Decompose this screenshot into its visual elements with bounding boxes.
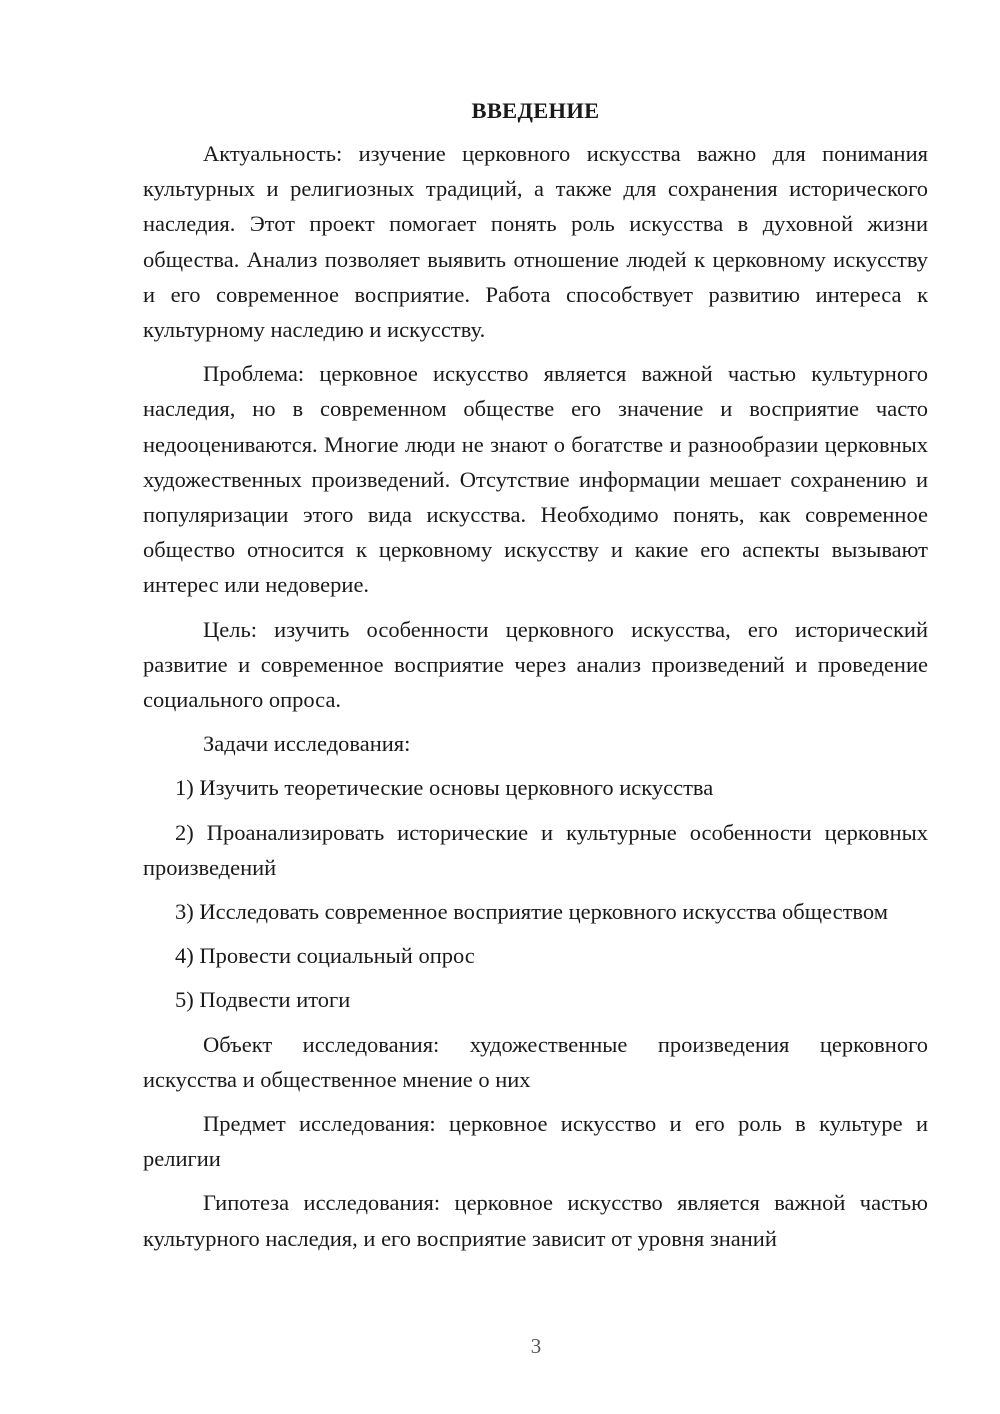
goal-paragraph: Цель: изучить особенности церковного искусства, его исторический развитие и современное восприятие через анализ произведений и проведение социального опроса. (143, 616, 928, 713)
hypothesis-paragraph: Гипотеза исследования: церковное искусство является важной частью культурного наследия, и его восприятие зависит от уровня знаний (143, 1190, 928, 1251)
document-page (143, 96, 928, 1265)
relevance-paragraph: Актуальность: изучение церковного искусства важно для понимания культурных и религиозных традиций, а также для сохранения исторического наследия. Этот проект помогает понять роль искусства в духовной жизни общества. Анализ позволяет выявить отношение людей к церковному искусству и его современное восприятие. Работа способствует развитию интереса к культурному наследию и искусству. (143, 141, 928, 343)
problem-paragraph: Проблема: церковное искусство является важной частью культурного наследия, но в современном обществе его значение и восприятие часто недооцениваются. Многие люди не знают о богатстве и разнообразии церковных художественных произведений. Отсутствие информации мешает сохранению и популяризации этого вида искусства. Необходимо понять, как современное общество относится к церковному искусству и какие его аспекты вызывают интерес или недоверие. (143, 361, 928, 598)
object-paragraph: Объект исследования: художественные произведения церковного искусства и общественное мнение о них (143, 1031, 928, 1092)
task-item: 3) Исследовать современное восприятие церковного искусства обществом (175, 899, 888, 925)
subject-paragraph: Предмет исследования: церковное искусство и его роль в культуре и религии (143, 1111, 928, 1172)
task-item: 4) Провести социальный опрос (175, 943, 475, 969)
task-item: 2) Проанализировать исторические и культурные особенности церковных произведений (143, 819, 928, 880)
page-title: ВВЕДЕНИЕ (471, 98, 600, 123)
task-item: 5) Подвести итоги (175, 987, 351, 1013)
task-item: 1) Изучить теоретические основы церковного искусства (175, 775, 714, 801)
page-number: 3 (530, 1334, 542, 1358)
tasks-heading: Задачи исследования: (203, 731, 411, 757)
